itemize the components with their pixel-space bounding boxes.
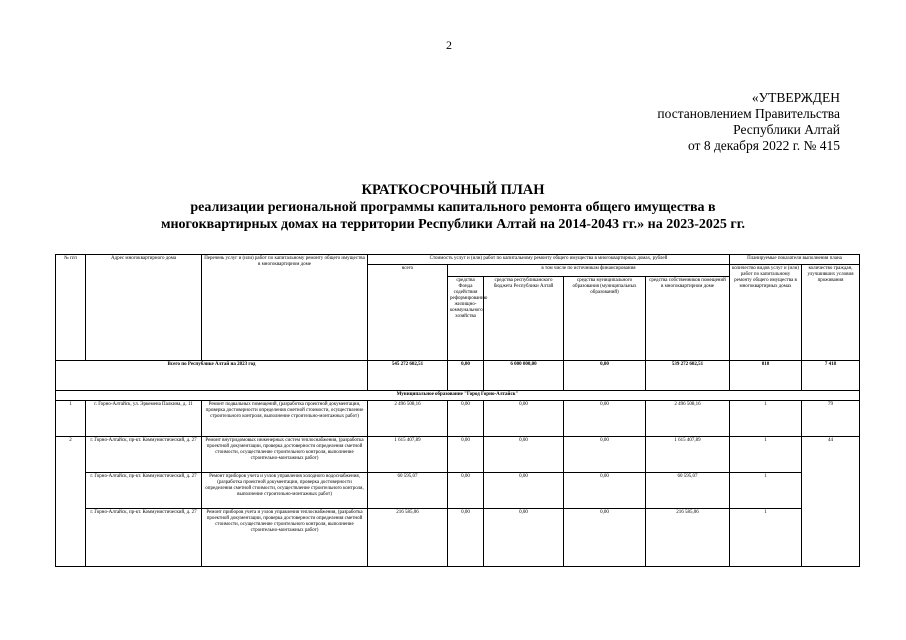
row-total: 2 496 508,16 (368, 401, 448, 437)
total-count-homes: 810 (730, 361, 802, 391)
row-republic: 0,00 (484, 401, 564, 437)
row-municipal: 0,00 (564, 437, 646, 473)
row-republic: 0,00 (484, 473, 564, 509)
total-row (56, 361, 860, 391)
approval-block (600, 90, 840, 154)
row-count-homes: 1 (730, 401, 802, 437)
header-republic: средства республиканского бюджета Республики Алтай (484, 277, 564, 361)
total-total: 545 272 602,51 (368, 361, 448, 391)
row-total: 1 615 407,89 (368, 437, 448, 473)
document-title (0, 182, 906, 233)
row-address: г. Горно-Алтайск, ул. Эркемена Палкина, д. 11 (86, 401, 202, 437)
approval-line-1: «УТВЕРЖДЕН (751, 90, 840, 105)
title-line-3: многоквартирных домах на территории Республики Алтай на 2014-2043 гг.» на 2023-2025 гг. (160, 217, 746, 232)
row-num: 2 (56, 437, 86, 567)
header-municipal: средства муниципального образования (муниципальных образований) (564, 277, 646, 361)
header-services: Перечень услуг и (или) работ по капитальному ремонту общего имущества в многоквартирном доме (202, 255, 368, 361)
header-incl: в том числе по источникам финансирования (448, 265, 730, 277)
row-republic: 0,00 (484, 437, 564, 473)
row-count-people: 79 (802, 401, 860, 437)
row-municipal: 0,00 (564, 509, 646, 567)
row-count-homes: 1 (730, 509, 802, 567)
row-owners: 2 496 508,16 (646, 401, 730, 437)
row-owners: 60 595,07 (646, 473, 730, 509)
municipality-row: Муниципальное образование "Город Горно-Алтайск" (56, 391, 860, 401)
table-row (56, 509, 860, 567)
header-address: Адрес многоквартирного дома (86, 255, 202, 361)
header-count-homes: количество видов услуг и (или) работ по капитальному ремонту общего имущества в многоквартирных домах (730, 265, 802, 361)
row-municipal: 0,00 (564, 473, 646, 509)
header-count-people: количество граждан, улучшивших условия проживания (802, 265, 860, 361)
row-services: Ремонт внутридомовых инженерных систем теплоснабжения, (разработка проектной документации, проверка достоверности определения сметной стоимости, осуществление строительного контроля, выполнение строительно-монтажных работ) (202, 437, 368, 473)
row-address: г. Горно-Алтайск, пр-кт. Коммунистический, д. 27 (86, 473, 202, 509)
total-label: Всего по Республике Алтай на 2023 год (56, 361, 368, 391)
total-count-people: 7 418 (802, 361, 860, 391)
table-row (56, 473, 860, 509)
title-line-2: реализации региональной программы капитального ремонта общего имущества в (190, 200, 716, 215)
title-line-1: КРАТКОСРОЧНЫЙ ПЛАН (361, 182, 545, 198)
row-fund: 0,00 (448, 437, 484, 473)
row-owners: 1 615 407,89 (646, 437, 730, 473)
header-planned: Планируемые показатели выполнения плана (730, 255, 860, 265)
total-owners: 539 272 602,51 (646, 361, 730, 391)
header-owners: средства собственников помещений в многоквартирном доме (646, 277, 730, 361)
row-services: Ремонт приборов учета и узлов управления холодного водоснабжения, (разработка проектной документации, проверка достоверности определения сметной стоимости, осуществление строительного контроля, выполнение строительно-монтажных работ) (202, 473, 368, 509)
table-row (56, 401, 860, 437)
row-count-people: 44 (802, 437, 860, 567)
total-municipal: 0,00 (564, 361, 646, 391)
approval-line-3: Республики Алтай (733, 122, 840, 137)
row-address: г. Горно-Алтайск, пр-кт. Коммунистический, д. 27 (86, 437, 202, 473)
header-cost: Стоимость услуг и (или) работ по капитальному ремонту общего имущества в многоквартирных домах, рублей (368, 255, 730, 265)
row-total: 216 585,06 (368, 509, 448, 567)
header-fund: средства Фонда содействия реформированию жилищно-коммунального хозяйства (448, 277, 484, 361)
table-row (56, 437, 860, 473)
row-count-homes: 1 (730, 473, 802, 509)
row-services: Ремонт подвальных помещений, (разработка проектной документации, проверка достоверности определения сметной стоимости, осуществление строительного контроля, выполнение строительно-монтажных работ) (202, 401, 368, 437)
total-fund: 0,00 (448, 361, 484, 391)
approval-line-4: от 8 декабря 2022 г. № 415 (687, 138, 840, 153)
row-num: 1 (56, 401, 86, 437)
row-municipal: 0,00 (564, 401, 646, 437)
page-number: 2 (446, 38, 452, 52)
row-fund: 0,00 (448, 509, 484, 567)
row-owners: 216 585,06 (646, 509, 730, 567)
header-total: всего (368, 265, 448, 361)
row-republic: 0,00 (484, 509, 564, 567)
row-total: 60 595,07 (368, 473, 448, 509)
row-fund: 0,00 (448, 401, 484, 437)
plan-table (55, 254, 860, 567)
row-address: г. Горно-Алтайск, пр-кт. Коммунистический, д. 27 (86, 509, 202, 567)
row-services: Ремонт приборов учета и узлов управления теплоснабжения, (разработка проектной документации, проверка достоверности определения сметной стоимости, осуществление строительного контроля, выполнение строительно-монтажных работ) (202, 509, 368, 567)
approval-line-2: постановлением Правительства (657, 106, 840, 121)
header-num: № п/п (56, 255, 86, 361)
total-republic: 6 000 000,00 (484, 361, 564, 391)
row-fund: 0,00 (448, 473, 484, 509)
row-count-homes: 1 (730, 437, 802, 473)
